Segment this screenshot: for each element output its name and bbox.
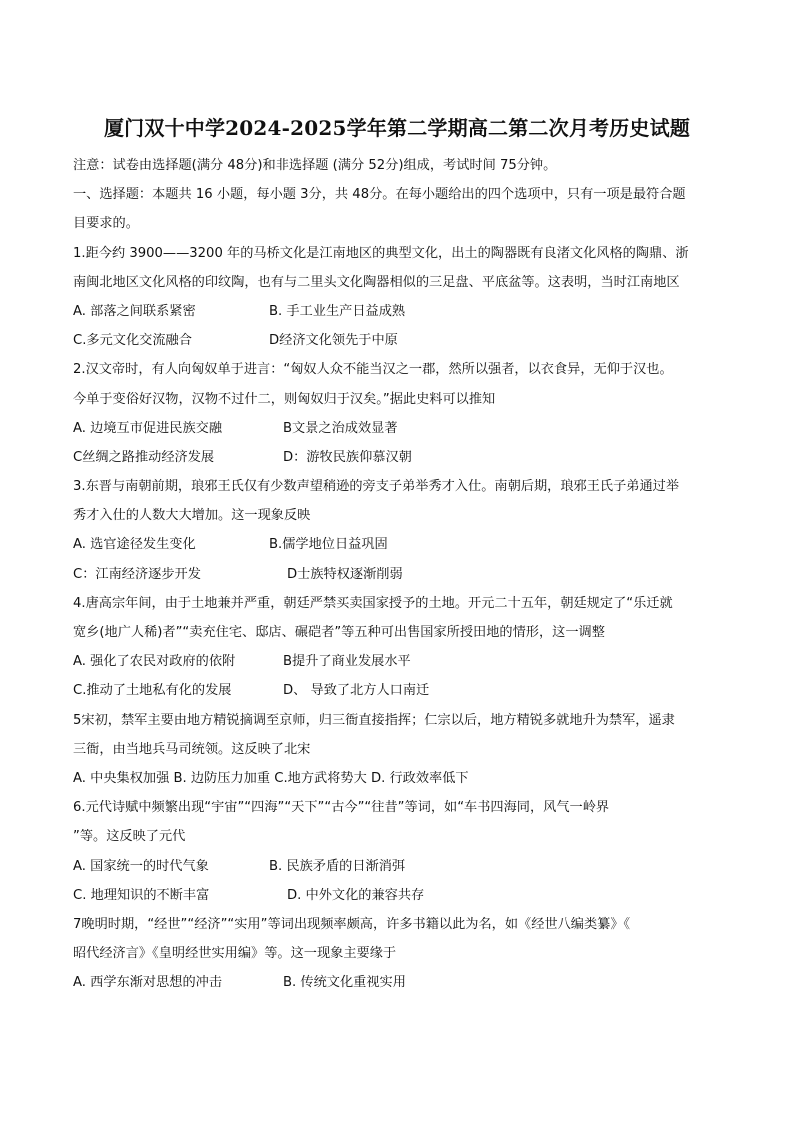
question-2-options-ab	[73, 414, 723, 443]
question-2-option-a: A. 边境互市促进民族交融	[73, 420, 223, 436]
question-7-option-a: A. 西学东渐对思想的冲击	[73, 975, 223, 991]
section-instruction-line-1: 一、选择题：本题共 16 小题，每小题 3分，共 48分。在每小题给出的四个选项中，只有一项是最符合题	[73, 187, 686, 203]
question-5-stem-line-1: 5宋初，禁军主要由地方精锐摘调至京师，归三衙直接指挥；仁宗以后，地方精锐多就地升为禁军，遥隶	[73, 712, 675, 728]
question-4-option-a: A. 强化了农民对政府的依附	[73, 654, 236, 670]
question-3-option-a: A. 选官途径发生变化	[73, 537, 196, 553]
question-7-stem-line-2: 昭代经济言》《皇明经世实用编》等。这一现象主要缘于	[73, 946, 397, 962]
question-3-option-c: C：江南经济逐步开发	[73, 566, 201, 582]
question-4-stem-line-2: 宽乡(地广人稀)者”“卖充住宅、邸店、碾硙者”等五种可出售国家所授田地的情形，这一调整	[73, 625, 605, 640]
exam-note: 注意：试卷由选择题(满分 48分)和非选择题 (满分 52分)组成，考试时间 75分钟。	[73, 158, 557, 173]
question-5-options: A. 中央集权加强 B. 边防压力加重 C.地方武将势大 D. 行政效率低下	[73, 770, 469, 786]
question-6-options-ab	[73, 852, 723, 881]
question-2-option-c: C丝绸之路推动经济发展	[73, 449, 215, 465]
question-1-options-ab	[73, 297, 723, 326]
question-6-option-d: D. 中外文化的兼容共存	[287, 887, 425, 903]
question-1-option-d: D经济文化领先于中原	[269, 333, 398, 349]
question-3-options-cd	[73, 560, 723, 589]
question-5-stem-line-2: 三衙，由当地兵马司统领。这反映了北宋	[73, 741, 311, 757]
question-6-options-cd	[73, 881, 723, 910]
question-4-option-d: D、 导致了北方人口南迁	[283, 683, 430, 699]
question-7-option-b: B. 传统文化重视实用	[283, 975, 406, 991]
page-title: 厦门双十中学2024-2025学年第二学期高二第二次月考历史试题	[103, 116, 691, 140]
question-2-options-cd	[73, 443, 723, 472]
question-7-options-ab	[73, 968, 723, 997]
question-3-option-b: B.儒学地位日益巩固	[269, 537, 388, 553]
question-2-option-d: D：游牧民族仰慕汉朝	[283, 449, 412, 465]
question-2-option-b: B文景之治成效显著	[283, 420, 398, 436]
question-6-option-c: C. 地理知识的不断丰富	[73, 887, 210, 903]
question-4-option-b: B提升了商业发展水平	[283, 654, 411, 670]
question-4-option-c: C.推动了土地私有化的发展	[73, 683, 232, 699]
question-3-stem-line-1: 3.东晋与南朝前期，琅邪王氏仅有少数声望稍逊的旁支子弟举秀才入仕。南朝后期，琅邪王氏子弟通过举	[73, 479, 680, 495]
question-2-stem-line-2: 今单于变俗好汉物，汉物不过什二，则匈奴归于汉矣。”据此史料可以推知	[73, 391, 496, 407]
question-4-options-ab	[73, 647, 723, 676]
question-2-stem-line-1: 2.汉文帝时，有人向匈奴单于进言：“匈奴人众不能当汉之一郡，然所以强者，以衣食异，无仰于汉也。	[73, 362, 673, 378]
question-1-option-a: A. 部落之间联系紧密	[73, 303, 196, 319]
question-6-option-a: A. 国家统一的时代气象	[73, 858, 209, 874]
question-6-option-b: B. 民族矛盾的日渐消弭	[269, 858, 406, 874]
question-3-options-ab	[73, 530, 723, 559]
question-3-stem-line-2: 秀才入仕的人数大大增加。这一现象反映	[73, 508, 311, 524]
exam-body	[73, 151, 723, 997]
question-4-stem-line-1: 4.唐高宗年间，由于土地兼并严重，朝廷严禁买卖国家授予的土地。开元二十五年，朝廷规定了“乐迁就	[73, 595, 673, 611]
question-7-stem-line-1: 7晚明时期，“经世”“经济”“实用”等词出现频率颇高，许多书籍以此为名，如《经世八编类纂》《	[73, 916, 631, 932]
question-1-stem-line-1: 1.距今约 3900——3200 年的马桥文化是江南地区的典型文化，出土的陶器既有良渚文化风格的陶鼎、浙	[73, 245, 689, 261]
question-1-option-b: B. 手工业生产日益成熟	[269, 303, 406, 319]
question-6-stem-line-1: 6.元代诗赋中频繁出现“宇宙”“四海”“天下”“古今”“往昔”等词，如“车书四海同，风气一岭界	[73, 800, 610, 816]
question-6-stem-line-2: ”等。这反映了元代	[73, 829, 186, 845]
question-1-options-cd	[73, 326, 723, 355]
question-1-option-c: C.多元文化交流融合	[73, 333, 192, 349]
question-3-option-d: D士族特权逐渐削弱	[287, 566, 403, 582]
question-1-stem-line-2: 南闽北地区文化风格的印纹陶，也有与二里头文化陶器相似的三足盘、平底盆等。这表明，当时江南地区	[73, 274, 680, 290]
question-4-options-cd	[73, 676, 723, 705]
section-instruction-line-2: 目要求的。	[73, 216, 139, 232]
